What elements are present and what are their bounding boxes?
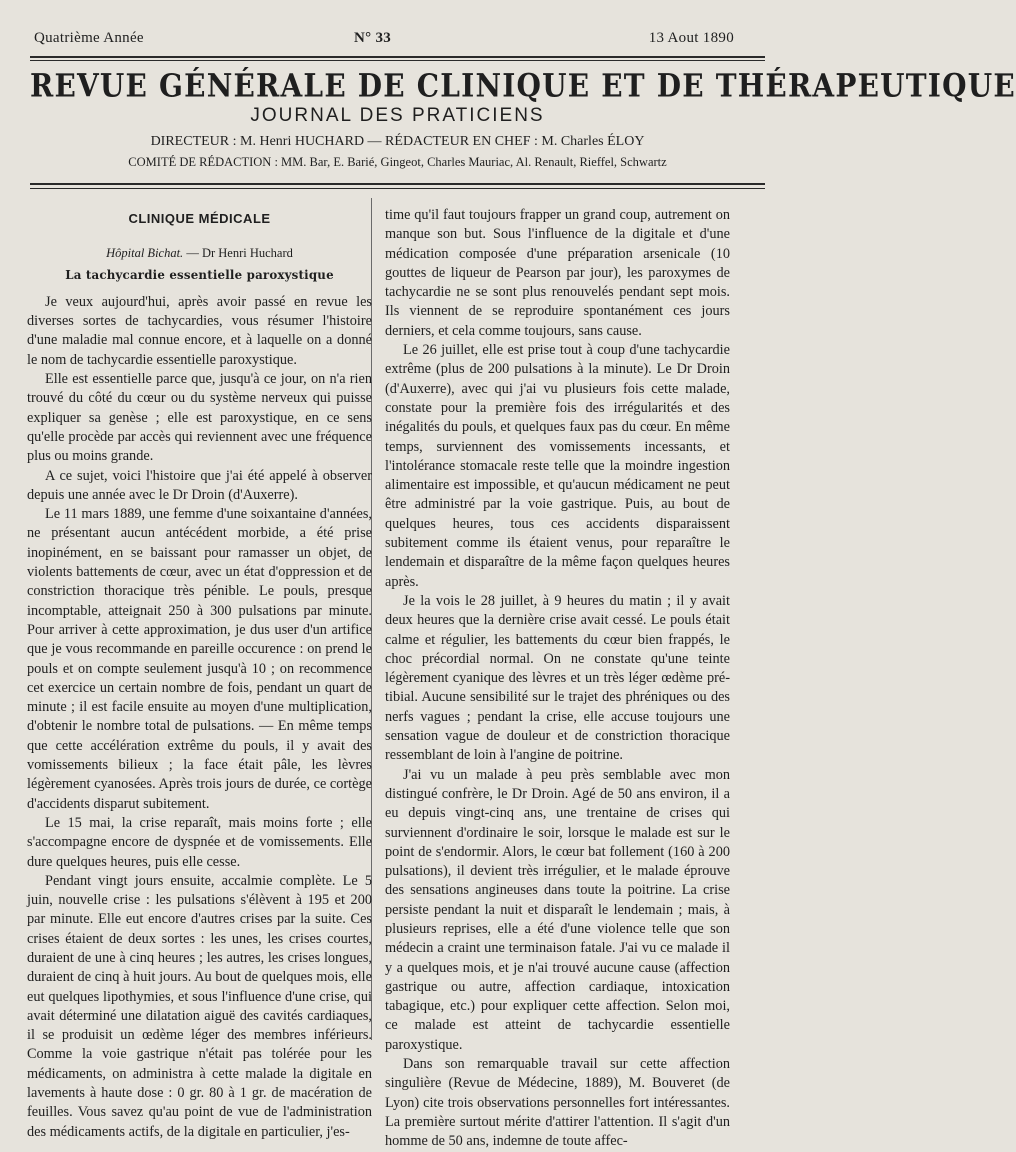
paragraph: Dans son remarquable travail sur cette affection singulière (Revue de Médecine, 1889), M. Bouveret (de Lyon) cite trois observations personnelles fort intéressantes. La première surtout mérite d'attirer l'attention. Il s'agit d'un homme de 50 ans, indemne de toute affec- [385,1056,730,1150]
masthead-rule-bottom [30,183,765,185]
section-heading: CLINIQUE MÉDICALE [128,211,271,226]
author-name: — Dr Henri Huchard [183,246,293,261]
paragraph: Le 15 mai, la crise reparaît, mais moins forte ; elle s'accompagne encore de dyspnée et de vomissements. Elle dure quelques heures, puis elle cesse. [27,814,372,870]
issue-date: 13 Aout 1890 [648,30,734,46]
paragraph: Le 26 juillet, elle est prise tout à coup d'une tachycardie extrême (plus de 200 pulsations à la minute). Le Dr Droin (d'Auxerre), avec qui j'ai vu plusieurs fois cette malade, constate pour la première fois des irrégularités et des inégalités du pouls, et quelques faux pas du cœur. En même temps, surviennent des vomissements incessants, et l'intolérance stomacale reste telle que la moindre ingestion alimentaire est impossible, et qu'aucun médicament ne peut être administré par la voie gastrique. Puis, au bout de quelques heures, tous ces accidents disparaissent subitement comme ils étaient venus, pour reparaître le lendemain et disparaître de la même façon quelques heures après. [385,342,730,590]
paragraph: Je veux aujourd'hui, après avoir passé en revue les diverses sortes de tachycardies, vous résumer l'histoire d'une maladie mal connue encore, et à laquelle on a donné le nom de tachycardie essentielle paroxystique. [27,293,372,368]
issue-year: Quatrième Année [34,30,144,46]
paragraph: Elle est essentielle parce que, jusqu'à ce jour, on n'a rien trouvé du côté du cœur ou du système nerveux qui puisse expliquer sa genèse ; elle est paroxystique, en ce sens qu'elle procède par accès qui reviennent avec une fréquence plus ou moins grande. [27,371,372,465]
paragraph: J'ai vu un malade à peu près semblable avec mon distingué confrère, le Dr Droin. Agé de 50 ans environ, il a eu depuis vingt-cinq ans, une trentaine de crises qui surviennent d'ordinaire le soir, lorsque le malade est sur le point de s'endormir. Alors, le cœur bat follement (160 à 200 pulsations), il devient très irrégulier, et le malade éprouve des sensations angineuses dans toute la poitrine. La crise persiste pendant la nuit et disparaît le lendemain ; mais, à plusieurs reprises, elle a été d'une violence telle que son médecin a craint une terminaison fatale. J'ai vu ce malade il y a quelques mois, et je n'ai trouvé aucune cause (affection gastrique ou autre, affection cardiaque, intoxication tabagique, etc.) pour expliquer cette affection. Selon moi, ce malade est atteint de tachycardie essentielle paroxystique. [385,766,730,1053]
right-column [385,206,730,1150]
paragraph: Pendant vingt jours ensuite, accalmie complète. Le 5 juin, nouvelle crise : les pulsations s'élèvent à 195 et 200 par minute. Elle eut encore d'autres crises par la suite. Ces crises étaient de deux sortes : les unes, les crises courtes, duraient de une à cinq heures ; les autres, les crises longues, duraient de cinq à huit jours. Au bout de quelques mois, elle eut quelques lipothymies, et sous l'influence d'une crise, qui avait déterminé une dilatation aiguë des cavités cardiaques, il se produisit un œdème léger des membres inférieurs. Comme la voie gastrique n'était pas tolérée pour les médicaments, on administra à cette malade la digitale en lavements à haute dose : 0 gr. 80 à 1 gr. de macération de feuilles. Vous savez qu'au point de vue de l'administration des médicaments actifs, de la digitale en particulier, j'es- [27,872,372,1140]
issue-header [34,30,734,48]
issue-number: N° 33 [354,30,392,46]
article-title: La tachycardie essentielle paroxystique [65,267,334,282]
masthead-rule-bottom-thin [30,188,765,189]
header-rule-top-thin [30,60,765,61]
hospital-name: Hôpital Bichat. [106,246,184,261]
journal-subtitle: JOURNAL DES PRATICIENS [250,105,545,126]
journal-title: REVUE GÉNÉRALE DE CLINIQUE ET DE THÉRAPEUTIQUE [30,66,1016,105]
paragraph: time qu'il faut toujours frapper un grand coup, autrement on manque son but. Sous l'influence de la digitale et d'une médication composée d'une préparation arsenicale (10 gouttes de liqueur de Pearson par jour), les paroxymes de tachycardie ne se sont plus renouvelés pendant sept mois. Ils viennent de se reproduire spontanément ces jours derniers, et cela comme toujours, sans cause. [385,207,730,339]
header-rule-top [30,56,765,58]
editorial-committee: COMITÉ DE RÉDACTION : MM. Bar, E. Barié, Gingeot, Charles Mauriac, Al. Renault, Rieffel, Schwartz [128,155,667,169]
editorial-direction: DIRECTEUR : M. Henri HUCHARD — RÉDACTEUR EN CHEF : M. Charles ÉLOY [150,134,645,149]
paragraph: Le 11 mars 1889, une femme d'une soixantaine d'années, ne présentant aucun antécédent morbide, a été prise inopinément, en se baissant pour ramasser un objet, de violents battements de cœur, avec un état d'oppression et de constriction thoracique très pénible. Le pouls, presque incomptable, atteignait 250 à 300 pulsations par minute. Pour arriver à cette approximation, je dus user d'un artifice que je vous recommande en pareille occurence : on prend le pouls et on compte seulement jusqu'à 10 ; on recommence cet exercice un certain nombre de fois, pendant un quart de minute ; il est facile ensuite au moyen d'une multiplication, d'obtenir le nombre total de pulsations. — En même temps que cette accélération extrême du pouls, il y avait des vomissements bilieux ; la face était pâle, les lèvres légèrement cyanosées. Après trois jours de durée, ce cortège d'accidents disparut subitement. [27,506,372,812]
paragraph: Je la vois le 28 juillet, à 9 heures du matin ; il y avait deux heures que la dernière crise avait cessé. Le pouls était calme et régulier, les battements du cœur bien frappés, le choc précordial normal. On ne constate qu'une teinte légèrement cyanique des lèvres et un très léger œdème pré-tibial. Aucune sensibilité sur le trajet des phréniques ou des nerfs vagues ; pendant la crise, elle accuse toujours une sensation vague de douleur et de constriction thoracique ressemblant de loin à l'angine de poitrine. [385,592,730,764]
article-byline [27,244,372,263]
paragraph: A ce sujet, voici l'histoire que j'ai été appelé à observer depuis une année avec le Dr Droin (d'Auxerre). [27,467,372,503]
left-column [27,207,372,1140]
